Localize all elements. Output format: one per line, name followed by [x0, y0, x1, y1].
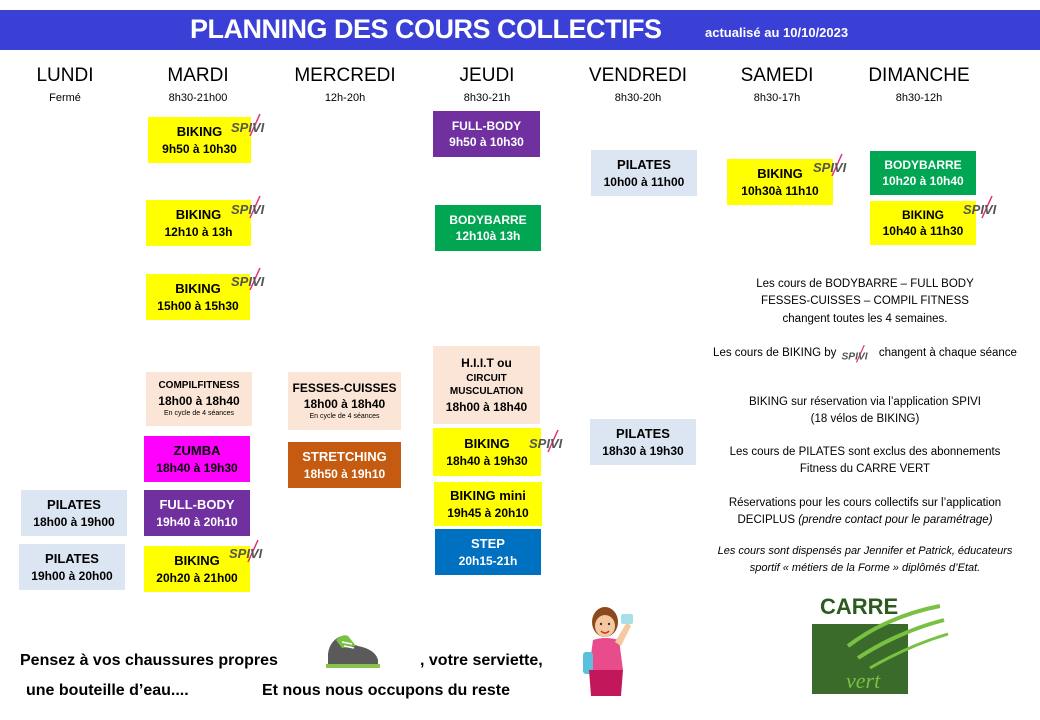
class-name: BIKING	[464, 436, 510, 452]
class-time: 10h40 à 11h30	[882, 224, 964, 238]
day-header-dimanche	[849, 65, 989, 104]
class-time: 18h00 à 18h40	[303, 397, 386, 412]
footer-line-1b: , votre serviette,	[420, 652, 543, 669]
class-card-full-body	[144, 490, 250, 536]
spivi-logo-icon	[230, 110, 274, 138]
day-header-vendredi	[568, 65, 708, 104]
class-card-pilates	[590, 419, 696, 465]
class-card-compilfitness	[146, 372, 252, 426]
info-line: Les cours de BODYBARRE – FULL BODY	[756, 278, 974, 290]
class-time: 10h30à 11h10	[741, 183, 819, 198]
day-name: MARDI	[167, 65, 229, 86]
class-time: 19h00 à 20h00	[31, 568, 113, 583]
day-hours: 8h30-12h	[895, 92, 943, 104]
class-time: 12h10à 13h	[455, 229, 521, 243]
class-card-fesses-cuisses	[288, 372, 401, 430]
page-title: PLANNING DES COURS COLLECTIFS	[190, 14, 662, 44]
class-name: BIKING	[176, 124, 223, 140]
info-line: changent à chaque séance	[878, 347, 1017, 360]
class-card-bodybarre	[870, 151, 976, 195]
class-name: PILATES	[45, 551, 99, 567]
info-line: sportif « métiers de la Forme » diplômés d’Etat.	[749, 561, 981, 574]
info-bodybarre-cycle	[698, 276, 1032, 328]
class-card-zumba	[144, 436, 250, 482]
woman-with-towel-icon	[575, 600, 637, 700]
day-header-lundi	[0, 65, 135, 104]
day-header-jeudi	[417, 65, 557, 104]
class-name: BIKING	[174, 553, 220, 569]
day-hours: Fermé	[49, 92, 81, 104]
spivi-logo-text: SPIVI	[231, 120, 265, 135]
day-hours: 12h-20h	[324, 92, 366, 104]
class-time: 9h50 à 10h30	[162, 141, 237, 156]
spivi-logo-icon	[840, 342, 876, 364]
class-card-stretching	[288, 442, 401, 488]
day-hours: 8h30-21h	[463, 92, 511, 104]
class-note: En cycle de 4 séances	[309, 413, 380, 421]
day-hours: 8h30-20h	[614, 92, 662, 104]
carre-vert-logo	[808, 586, 958, 698]
spivi-logo-icon	[962, 192, 1006, 220]
class-name: BIKING mini	[450, 488, 526, 504]
logo-text-carre: CARRE	[820, 594, 899, 619]
class-card-full-body	[433, 111, 540, 157]
class-card-pilates	[591, 150, 697, 196]
class-name-2: CIRCUIT	[466, 372, 507, 384]
day-name: MERCREDI	[294, 65, 396, 86]
class-time: 18h50 à 19h10	[303, 466, 386, 481]
class-name: STRETCHING	[302, 449, 387, 465]
class-time: 18h40 à 19h30	[446, 453, 528, 468]
class-name: FULL-BODY	[451, 118, 522, 133]
class-time: 18h00 à 18h40	[445, 399, 528, 414]
class-card-pilates	[19, 544, 125, 590]
class-name: PILATES	[47, 497, 101, 513]
class-name: BODYBARRE	[449, 212, 527, 227]
day-name: JEUDI	[459, 65, 515, 86]
class-time: 19h45 à 20h10	[447, 505, 529, 520]
spivi-logo-icon	[230, 264, 274, 292]
info-line: Réservations pour les cours collectifs sur l’application	[728, 497, 1002, 509]
spivi-logo-text: SPIVI	[841, 351, 868, 363]
spivi-logo-text: SPIVI	[963, 202, 997, 217]
class-name: PILATES	[616, 426, 670, 442]
class-name: BIKING	[902, 207, 944, 222]
logo-text-vert: vert	[846, 668, 881, 693]
info-line: BIKING sur réservation via l’application SPIVI	[748, 396, 982, 408]
footer-line-2a: une bouteille d’eau....	[26, 682, 189, 699]
day-header-mardi	[128, 65, 268, 104]
class-card-step	[435, 529, 541, 575]
class-time: 10h20 à 10h40	[882, 174, 964, 188]
info-line	[698, 512, 1032, 529]
class-note: En cycle de 4 séances	[163, 410, 235, 418]
class-time: 18h30 à 19h30	[602, 443, 684, 458]
spivi-logo-text: SPIVI	[229, 546, 263, 561]
spivi-logo-text: SPIVI	[813, 160, 847, 175]
info-line: Les cours de BIKING by	[713, 347, 837, 360]
spivi-logo-icon	[528, 426, 572, 454]
class-name: BIKING	[175, 281, 221, 297]
info-line: changent toutes les 4 semaines.	[782, 312, 948, 325]
info-line: Les cours sont dispensés par Jennifer et Patrick, éducateurs	[717, 545, 1013, 557]
class-time: 19h40 à 20h10	[156, 514, 238, 529]
day-hours: 8h30-17h	[753, 92, 801, 104]
day-name: DIMANCHE	[868, 65, 970, 86]
class-name: STEP	[471, 536, 505, 552]
carre-vert-logo-icon	[808, 586, 958, 698]
class-name: FULL-BODY	[159, 497, 235, 513]
class-time: 18h40 à 19h30	[156, 460, 238, 475]
info-biking-reservation	[698, 394, 1032, 429]
class-time: 20h20 à 21h00	[156, 570, 238, 585]
spivi-logo-icon	[228, 536, 272, 564]
info-line: Les cours de PILATES sont exclus des abonnements	[729, 446, 1001, 458]
info-coaches	[698, 543, 1032, 576]
class-time: 18h00 à 18h40	[158, 393, 240, 408]
class-time: 12h10 à 13h	[164, 224, 233, 239]
class-time: 20h15-21h	[458, 553, 518, 568]
spivi-logo-text: SPIVI	[529, 436, 563, 451]
app-name: DECIPLUS	[737, 514, 795, 527]
day-name: VENDREDI	[588, 65, 688, 86]
spivi-logo-text: SPIVI	[231, 202, 265, 217]
info-biking-spivi	[698, 342, 1032, 364]
day-name: SAMEDI	[740, 65, 814, 86]
spivi-logo-text: SPIVI	[231, 274, 265, 289]
day-header-samedi	[707, 65, 847, 104]
class-name: H.I.I.T ou	[461, 356, 512, 371]
class-name: BIKING	[757, 166, 803, 182]
class-card-bodybarre	[435, 205, 541, 251]
class-name: ZUMBA	[173, 443, 221, 459]
spivi-logo-icon	[812, 150, 856, 178]
day-hours: 8h30-21h00	[168, 92, 228, 104]
info-line: (18 vélos de BIKING)	[810, 413, 920, 426]
class-name-3: MUSCULATION	[449, 386, 524, 397]
class-name: BODYBARRE	[884, 157, 962, 172]
class-card-pilates	[21, 490, 127, 536]
spivi-logo-icon	[230, 192, 274, 220]
class-card-biking	[870, 201, 976, 245]
class-name: COMPILFITNESS	[158, 380, 240, 392]
class-card-hiit	[433, 346, 540, 424]
info-reservation-app	[698, 495, 1032, 530]
footer-line-2b: Et nous nous occupons du reste	[262, 682, 511, 699]
sneaker-icon	[322, 626, 382, 672]
class-time: 10h00 à 11h00	[603, 174, 685, 189]
class-card-biking	[433, 428, 541, 476]
class-time: 15h00 à 15h30	[157, 298, 239, 313]
class-name: FESSES-CUISSES	[292, 381, 397, 396]
day-header-mercredi	[275, 65, 415, 104]
app-note: (prendre contact pour le paramétrage)	[798, 514, 993, 527]
footer-line-1a: Pensez à vos chaussures propres	[20, 652, 278, 669]
class-time: 18h00 à 19h00	[33, 514, 115, 529]
class-card-biking-mini	[434, 482, 542, 526]
info-line: FESSES-CUISSES – COMPIL FITNESS	[761, 295, 969, 308]
class-time: 9h50 à 10h30	[449, 135, 524, 149]
header	[0, 0, 1040, 50]
class-name: BIKING	[175, 207, 222, 223]
day-name: LUNDI	[36, 65, 94, 86]
update-date: actualisé au 10/10/2023	[705, 25, 849, 40]
info-line: Fitness du CARRE VERT	[799, 463, 931, 476]
class-name: PILATES	[617, 157, 671, 173]
info-pilates	[698, 444, 1032, 479]
